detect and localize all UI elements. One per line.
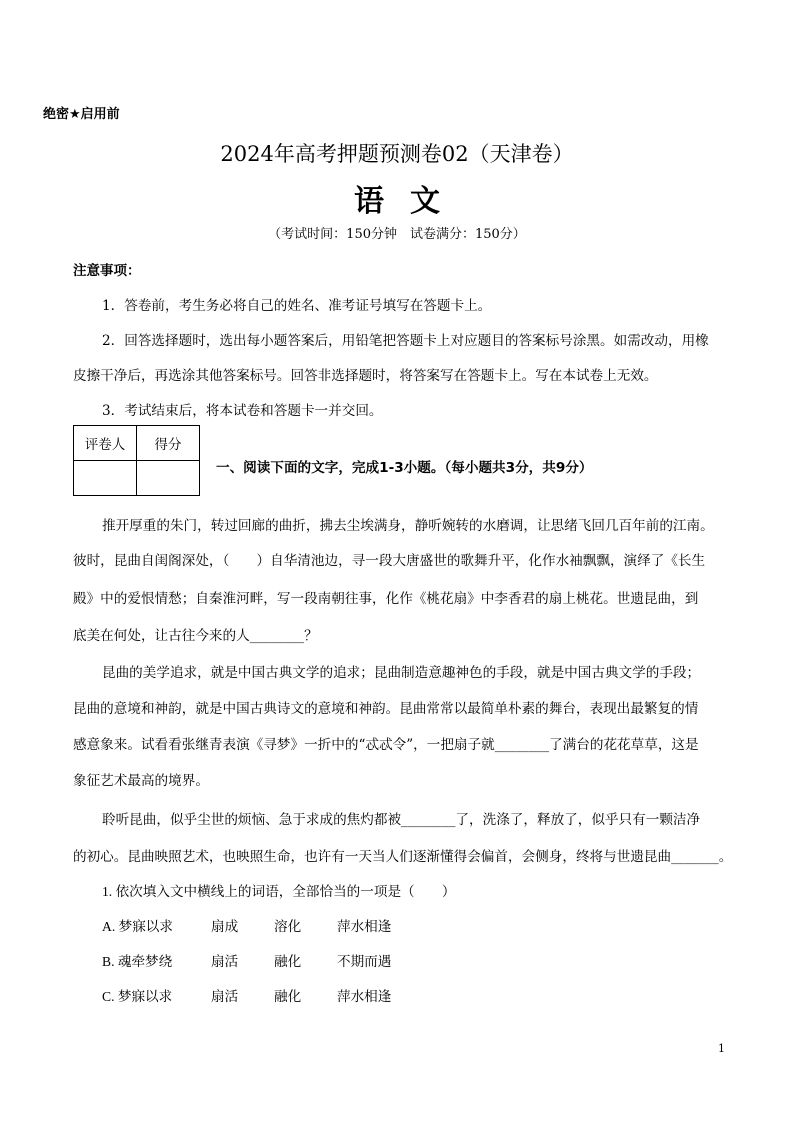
passage-line: 彼时，昆曲自闺阁深处，（ ）自华清池边，寻一段大唐盛世的歌舞升平，化作水袖飘飘，演绎了《长生: [73, 553, 706, 569]
score-header-grader: 评卷人: [74, 426, 137, 461]
exam-title: 2024年高考押题预测卷02（天津卷）: [220, 142, 574, 166]
option-c-word4: 萍水相逢: [337, 989, 392, 1004]
notice-heading: 注意事项：: [73, 263, 141, 279]
section-heading: 一、阅读下面的文字，完成1-3小题。（每小题共3分，共9分）: [216, 460, 593, 476]
option-b-word4: 不期而遇: [337, 954, 392, 969]
option-b-word2: 扇活: [211, 954, 239, 969]
notice-line: 皮擦干净后，再选涂其他答案标号。回答非选择题时，将答案写在答题卡上。写在本试卷上无效。: [73, 368, 658, 384]
passage-line: 推开厚重的朱门，转过回廊的曲折，拂去尘埃满身，静听婉转的水磨调，让思绪飞回几百年前的江南。: [102, 518, 714, 534]
passage-line: 殿》中的爱恨情愁；自秦淮河畔，写一段南朝往事，化作《桃花扇》中李香君的扇上桃花。世遗昆曲，到: [73, 591, 699, 607]
passage-line: 聆听昆曲，似乎尘世的烦恼、急于求成的焦灼都被________了，洗涤了，释放了，似乎只有一颗洁净: [102, 812, 701, 828]
option-a-label: A. 梦寐以求: [102, 919, 173, 934]
option-a-word3: 溶化: [274, 919, 302, 934]
passage-line: 的初心。昆曲映照艺术，也映照生命，也许有一天当人们逐渐懂得会偏首，会侧身，终将与世遗昆曲_______。: [73, 849, 733, 865]
exam-time-info: （考试时间：150分钟 试卷满分：150分）: [268, 227, 526, 242]
passage-line: 底美在何处，让古往今来的人________？: [73, 628, 318, 644]
option-b-label: B. 魂牵梦绕: [102, 954, 173, 969]
page-number: 1: [718, 1042, 725, 1055]
score-cell-grader: [74, 461, 137, 496]
subject-title: 语文: [354, 184, 466, 219]
score-cell-score: [137, 461, 200, 496]
option-c-word2: 扇活: [211, 989, 239, 1004]
passage-line: 象征艺术最高的境界。: [73, 773, 209, 789]
notice-line: 3．考试结束后，将本试卷和答题卡一并交回。: [102, 403, 383, 419]
option-a-word2: 扇成: [211, 919, 239, 934]
passage-line: 感意象来。试看看张继青表演《寻梦》一折中的“忒忒令”，一把扇子就________了满台的花花草草，这是: [73, 737, 699, 753]
option-a-word4: 萍水相逢: [337, 919, 392, 934]
passage-line: 昆曲的意境和神韵，就是中国古典诗文的意境和神韵。昆曲常常以最简单朴素的舞台，表现出最繁复的情: [73, 701, 699, 717]
confidential-label: 绝密★启用前: [43, 107, 120, 122]
question-stem: 1. 依次填入文中横线上的词语，全部恰当的一项是（ ）: [102, 884, 456, 899]
notice-line: 2．回答选择题时，选出每小题答案后，用铅笔把答题卡上对应题目的答案标号涂黑。如需改动，用橡: [102, 333, 709, 349]
option-b-word3: 融化: [274, 954, 302, 969]
notice-line: 1．答卷前，考生务必将自己的姓名、准考证号填写在答题卡上。: [102, 298, 492, 314]
score-table: [73, 425, 200, 496]
option-c-word3: 融化: [274, 989, 302, 1004]
passage-line: 昆曲的美学追求，就是中国古典文学的追求；昆曲制造意趣神色的手段，就是中国古典文学的手段；: [102, 665, 701, 681]
score-header-score: 得分: [137, 426, 200, 461]
option-c-label: C. 梦寐以求: [102, 989, 173, 1004]
